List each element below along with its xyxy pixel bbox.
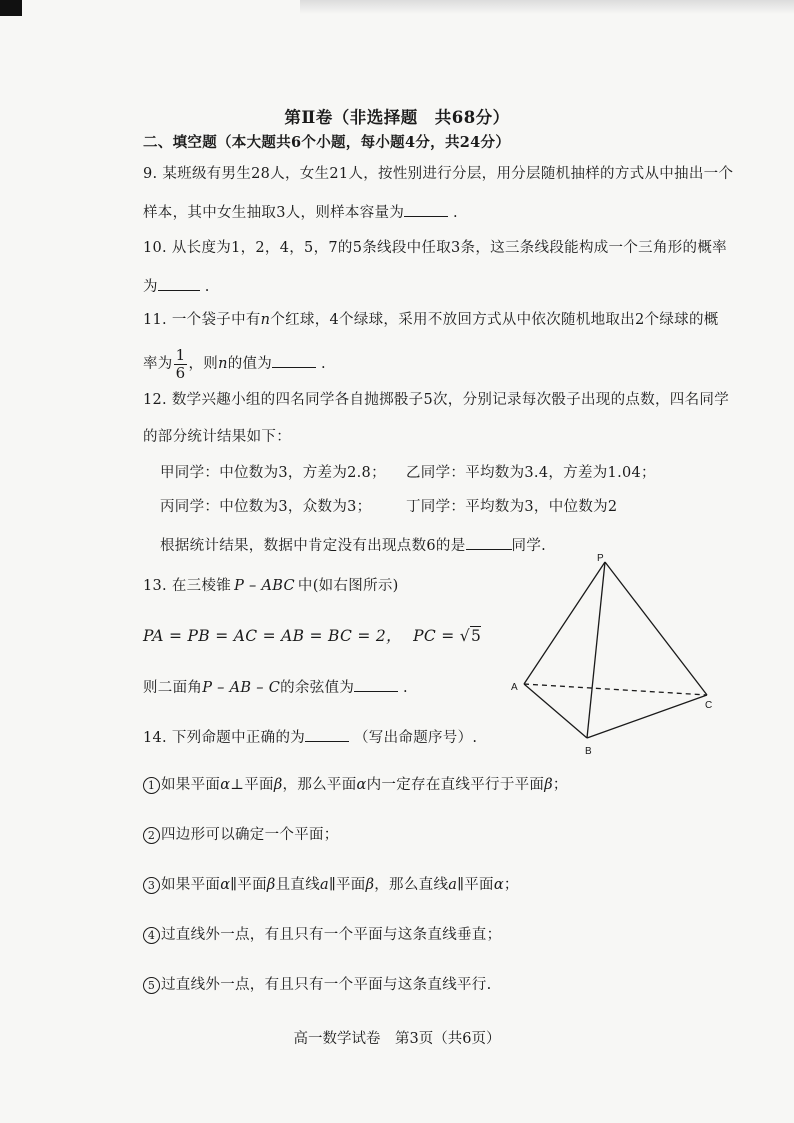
q14-item-3 (143, 875, 519, 895)
q11-answer-blank[interactable] (272, 352, 316, 368)
part-heading: 二、填空题（本大题共6个小题，每小题4分，共24分） (143, 134, 511, 151)
item1-beta: β (273, 777, 283, 793)
q14-line1-text: 14. 下列命题中正确的为 (143, 730, 306, 746)
item3-alpha2: α (493, 877, 504, 893)
q12-conclusion (160, 534, 546, 556)
q12-conclusion-end: 同学. (511, 538, 547, 554)
q9-end: . (453, 205, 458, 221)
item-number-4: 4 (143, 927, 160, 944)
item2-text: 四边形可以确定一个平面； (161, 827, 339, 843)
q13-end: . (403, 680, 408, 696)
item5-text: 过直线外一点，有且只有一个平面与这条直线平行. (161, 977, 492, 993)
q10-end: . (204, 279, 210, 295)
label-a: A (511, 682, 518, 693)
q11-var-n2: n (218, 356, 228, 372)
q14-item-1 (143, 775, 568, 795)
q9-answer-blank[interactable] (404, 201, 448, 217)
q13-line1-b: 中(如右图所示) (297, 578, 399, 594)
item1-beta2: β (544, 777, 553, 793)
q13-dihedral: P – AB – C (202, 680, 281, 696)
item4-text: 过直线外一点，有且只有一个平面与这条直线垂直； (161, 927, 502, 943)
item3-line-a2: a (448, 877, 458, 893)
q13-sqrt-sign: √ (459, 627, 470, 645)
item-number-1: 1 (143, 777, 160, 794)
q12-ding: 丁同学：平均数为3，中位数为2 (406, 499, 618, 515)
q13-eq1: PA = PB = AC = AB = BC = 2， (143, 627, 402, 645)
item1-alpha: α (220, 777, 231, 793)
q12-jia: 甲同学：中位数为3，方差为2.8； (160, 465, 386, 481)
q11-end: . (321, 356, 326, 372)
item-number-2: 2 (143, 827, 160, 844)
q11-frac-num: 1 (175, 345, 186, 364)
section-title: 第Ⅱ卷（非选择题 共68分） (284, 108, 510, 127)
q13-line1 (143, 576, 399, 596)
scan-smudge (300, 0, 794, 14)
item3-beta2: β (365, 877, 375, 893)
q11-line1-a: 11. 一个袋子中有 (143, 312, 261, 328)
edge-pc (605, 562, 707, 695)
q11-line2-c: 的值为 (227, 356, 273, 372)
item-number-5: 5 (143, 977, 160, 994)
item-number-3: 3 (143, 877, 160, 894)
q13-line1-a: 13. 在三棱锥 (143, 578, 232, 594)
q13-radicand: 5 (470, 627, 482, 645)
q13-eq2: PC = (413, 627, 460, 645)
q11-line1-b: 个红球，4个绿球，采用不放回方式从中依次随机地取出2个绿球的概 (270, 312, 719, 328)
item1-alpha2: α (356, 777, 367, 793)
item1-text-b: ⊥平面 (230, 777, 274, 793)
q11-frac-den: 6 (175, 363, 186, 382)
q12-line2: 的部分统计结果如下： (143, 429, 291, 445)
q13-tetra-name: P – ABC (234, 578, 295, 594)
q9-line2-text: 样本，其中女生抽取3人，则样本容量为 (143, 205, 405, 221)
q11-line1 (143, 310, 719, 330)
q14-item-2 (143, 825, 339, 845)
item3-beta: β (266, 877, 276, 893)
q13-line2 (143, 626, 481, 646)
edge-ac-hidden (524, 684, 707, 695)
item3-text-e: ，那么直线 (374, 877, 449, 893)
q11-var-n: n (260, 312, 271, 328)
q12-conclusion-text: 根据统计结果，数据中肯定没有出现点数6的是 (160, 538, 466, 554)
tetrahedron-figure (500, 548, 730, 760)
q10-line2-text: 为 (143, 279, 158, 295)
item3-text-f: ∥平面 (457, 877, 494, 893)
page-footer: 高一数学试卷 第3页（共6页） (293, 1031, 501, 1047)
item1-text-c: ，那么平面 (282, 777, 357, 793)
q12-bing: 丙同学：中位数为3，众数为3； (160, 499, 372, 515)
item1-text-d: 内一定存在直线平行于平面 (366, 777, 545, 793)
q12-line1: 12. 数学兴趣小组的四名同学各自抛掷骰子5次，分别记录每次骰子出现的点数，四名同学 (143, 392, 729, 408)
q10-answer-blank[interactable] (158, 275, 200, 291)
q11-line2 (143, 346, 326, 382)
item3-text-d: ∥平面 (328, 877, 366, 893)
q11-line2-a: 率为 (143, 356, 173, 372)
q14-item-4 (143, 925, 501, 945)
q9-line2 (143, 201, 458, 223)
label-b: B (585, 746, 592, 757)
q13-line3-b: 的余弦值为 (280, 680, 355, 696)
q14-line1 (143, 726, 477, 748)
item3-text-g: ； (503, 877, 519, 893)
q9-line1: 9. 某班级有男生28人，女生21人，按性别进行分层，用分层随机抽样的方式从中抽出一个 (143, 166, 734, 182)
q13-line3-a: 则二面角 (143, 680, 203, 696)
q12-yi: 乙同学：平均数为3.4，方差为1.04； (406, 465, 656, 481)
edge-bc (587, 695, 707, 738)
edge-pa (524, 562, 605, 684)
item1-text-e: ； (552, 777, 568, 793)
q13-answer-blank[interactable] (354, 676, 398, 692)
q14-line1-b: （写出命题序号）. (354, 730, 478, 746)
edge-ab (524, 684, 587, 738)
label-c: C (705, 700, 713, 711)
item3-text-a: 如果平面 (161, 877, 221, 893)
item3-text-b: ∥平面 (230, 877, 267, 893)
item3-alpha: α (220, 877, 231, 893)
q11-fraction (174, 347, 188, 382)
q11-line2-b: ，则 (188, 356, 219, 372)
edge-pb (587, 562, 605, 738)
q10-line2 (143, 275, 210, 297)
q14-item-5 (143, 975, 492, 995)
q10-line1: 10. 从长度为1，2，4，5，7的5条线段中任取3条，这三条线段能构成一个三角形的概率 (143, 240, 727, 256)
item3-line-a: a (320, 877, 329, 893)
item1-text-a: 如果平面 (161, 777, 221, 793)
item3-text-c: 且直线 (275, 877, 320, 893)
label-p: P (597, 553, 604, 564)
q14-answer-blank[interactable] (305, 726, 349, 742)
scan-corner-mark (0, 0, 22, 16)
q13-line3 (143, 676, 408, 698)
